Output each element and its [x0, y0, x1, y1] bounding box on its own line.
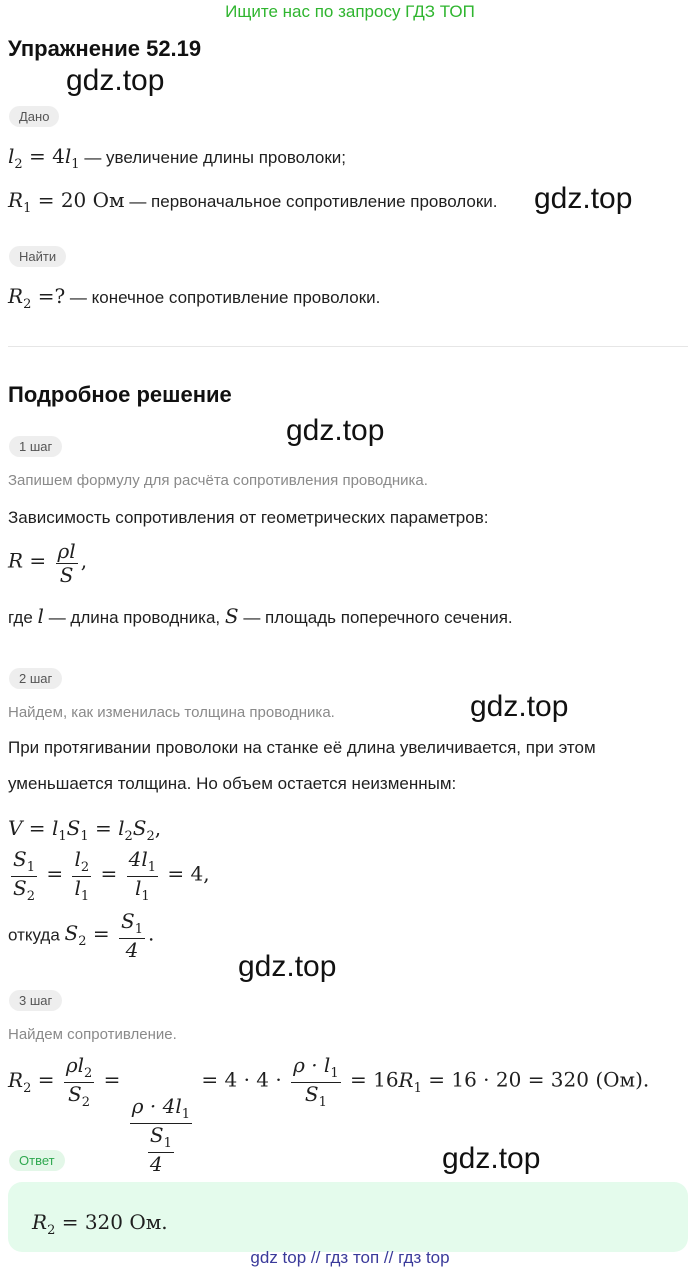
- formula-r2: $R_2$ = $\frac{\rho l_2}{S_2}$ = $\frac{\rho \cdot 4l_1}{\frac{S_1}{4}}$ = 4 · 4 · $\frac{\rho \cdot l_1}{S_1}$ = $16R_1 = 16 \cdot 20 = 320$ (Ом).: [8, 1053, 650, 1176]
- find-line-1-text: — конечное сопротивление проволоки.: [69, 288, 381, 307]
- given-line-2-text: — первоначальное сопротивление проволоки.: [129, 192, 498, 211]
- footer-links[interactable]: gdz top // гдз топ // гдз top: [250, 1248, 450, 1267]
- given-line-2: $R_1 = 20$ Ом — первоначальное сопротивление проволоки.: [8, 188, 498, 216]
- step-1-hint: Запишем формулу для расчёта сопротивления проводника.: [8, 472, 428, 489]
- find-line-1: $R_2$ =? — конечное сопротивление проволоки.: [8, 284, 381, 312]
- where-area: — площадь поперечного сечения.: [243, 608, 513, 627]
- step-3-badge: 3 шаг: [9, 990, 62, 1011]
- step-1-text: Зависимость сопротивления от геометрических параметров:: [8, 508, 489, 527]
- given-line-1: $l_2 = 4l_1$ — увеличение длины проволоки;: [8, 144, 346, 172]
- step-3-hint: Найдем сопротивление.: [8, 1026, 177, 1043]
- step-2-text-1: При протягивании проволоки на станке её длина увеличивается, при этом: [8, 738, 596, 757]
- given-line-1-text: — увеличение длины проволоки;: [84, 148, 346, 167]
- formula-s2: откуда $S_2$ = $\frac{S_1}{4}$ .: [8, 909, 155, 962]
- formula: $l_2$: [8, 144, 23, 172]
- find-badge: Найти: [9, 246, 66, 267]
- step-2-hint: Найдем, как изменилась толщина проводника.: [8, 704, 335, 721]
- divider: [8, 346, 688, 347]
- step-1-badge: 1 шаг: [9, 436, 62, 457]
- formula-volume: $V = l_1S_1 = l_2S_2$,: [8, 816, 162, 844]
- watermark: gdz.top: [286, 414, 385, 447]
- formula-ratio: $\frac{S_1}{S_2}$ = $\frac{l_2}{l_1}$ = $\frac{4l_1}{l_1}$ = 4,: [13, 847, 210, 904]
- watermark: gdz.top: [238, 950, 337, 983]
- where-word: где: [8, 608, 33, 627]
- answer-formula: $R_2 = 320$ Ом.: [32, 1210, 168, 1238]
- top-banner[interactable]: Ищите нас по запросу ГДЗ ТОП: [225, 2, 475, 21]
- formula: $R_1$: [8, 188, 32, 216]
- answer-box: [8, 1182, 688, 1252]
- answer-badge: Ответ: [9, 1150, 65, 1171]
- step-1-where: где l — длина проводника, S — площадь поперечного сечения.: [8, 604, 513, 628]
- watermark: gdz.top: [534, 182, 633, 215]
- formula: $R_2$: [8, 284, 32, 312]
- solution-title: Подробное решение: [8, 382, 232, 407]
- where-length: — длина проводника,: [48, 608, 221, 627]
- step-2-badge: 2 шаг: [9, 668, 62, 689]
- whence-word: откуда: [8, 925, 60, 945]
- page-title: Упражнение 52.19: [8, 36, 202, 61]
- watermark: gdz.top: [442, 1142, 541, 1175]
- step-2-text-2: уменьшается толщина. Но объем остается неизменным:: [8, 774, 457, 793]
- formula-resistance: R = $\frac{\rho l}{S}$ ,: [8, 539, 88, 587]
- watermark: gdz.top: [66, 64, 165, 97]
- given-badge: Дано: [9, 106, 59, 127]
- watermark: gdz.top: [470, 690, 569, 723]
